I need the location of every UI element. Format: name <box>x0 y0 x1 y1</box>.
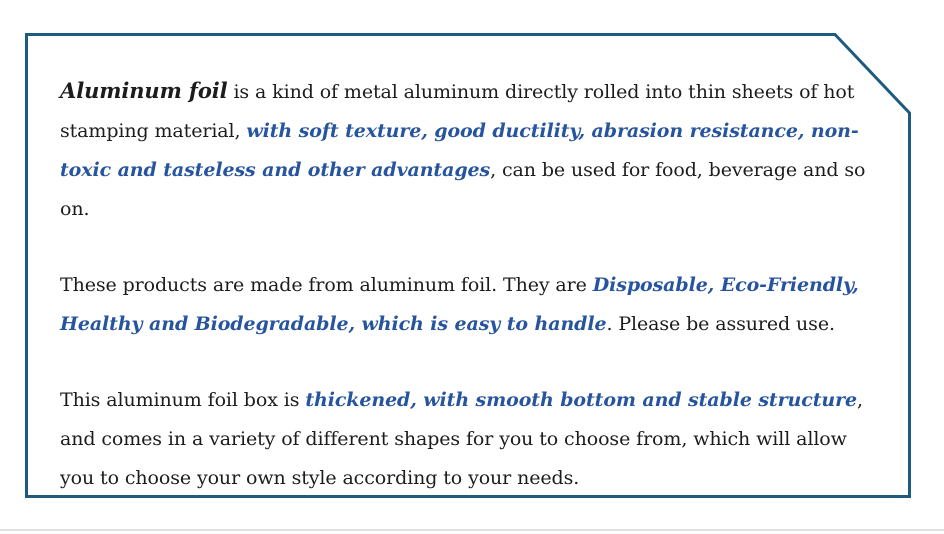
text-run: is a kind of metal aluminum directly rolled into thin sheets of hot stamping material, <box>60 81 855 142</box>
description-card <box>25 33 911 498</box>
paragraph <box>60 71 881 229</box>
paragraph <box>60 381 881 498</box>
footer-divider <box>0 529 944 531</box>
paragraph <box>60 266 881 344</box>
text-run-emphasis: Aluminum foil <box>60 78 228 103</box>
text-run: This aluminum foil box is <box>60 389 306 411</box>
text-run-emphasis: with soft texture, good ductility, abrasion resistance, non-toxic and tasteless and other advantages <box>60 120 859 181</box>
text-run: , and comes in a variety of different shapes for you to choose from, which will allow you to choose your own style according to your needs. <box>60 389 863 489</box>
text-run-emphasis: Disposable, Eco-Friendly, Healthy and Biodegradable, which is easy to handle <box>60 274 859 335</box>
text-run: These products are made from aluminum foil. They are <box>60 274 593 296</box>
text-run: . Please be assured use. <box>606 313 835 335</box>
text-run: , can be used for food, beverage and so on. <box>60 159 866 220</box>
description-text <box>25 33 911 498</box>
text-run-emphasis: thickened, with smooth bottom and stable structure <box>305 389 857 411</box>
